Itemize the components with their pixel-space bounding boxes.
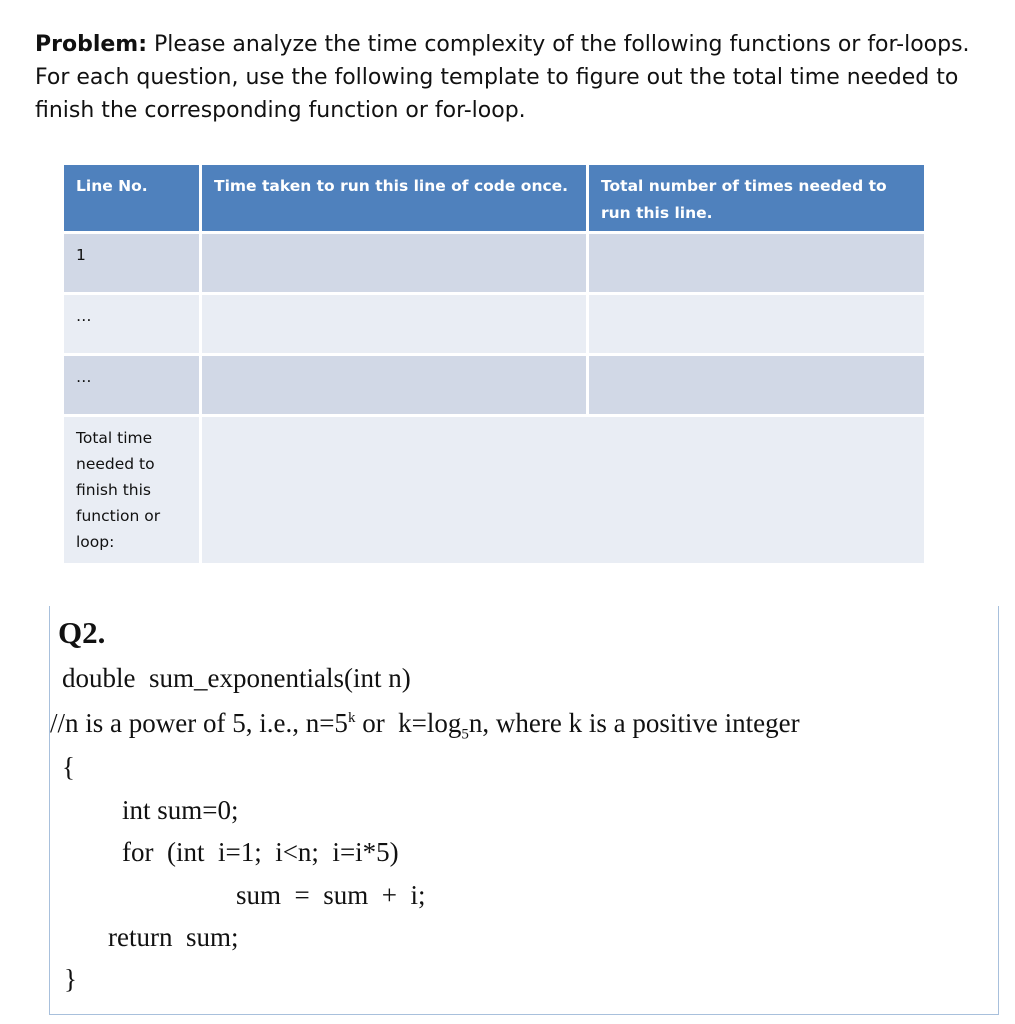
total-time-cell	[202, 417, 924, 563]
line-no-cell: …	[64, 356, 199, 414]
header-line-no: Line No.	[64, 165, 199, 231]
time-cell	[202, 234, 586, 292]
comment-exponent: k	[347, 710, 356, 726]
problem-text: Please analyze the time complexity of the following functions or for-loops. For each question, use the following template to figure out the total time needed to finish the corresponding function or for-loop.	[35, 32, 970, 123]
problem-label: Problem:	[35, 32, 148, 57]
time-cell	[202, 295, 586, 353]
time-cell	[202, 356, 586, 414]
total-time-row	[64, 417, 924, 563]
code-line-sum-update: sum = sum + i;	[236, 880, 426, 910]
code-line-sum-init: int sum=0;	[122, 795, 239, 825]
count-cell	[589, 234, 924, 292]
total-time-label: Total time needed to finish this function or loop:	[64, 417, 199, 563]
function-signature: double sum_exponentials(int n)	[62, 663, 411, 693]
table-row	[64, 356, 924, 414]
question-title: Q2.	[58, 615, 106, 650]
comment-part-a: //n is a power of 5, i.e., n=5	[50, 708, 348, 738]
close-brace: }	[64, 964, 77, 994]
code-line-return: return sum;	[108, 922, 239, 952]
line-no-cell: …	[64, 295, 199, 353]
line-no-cell: 1	[64, 234, 199, 292]
table-header-row	[64, 165, 924, 231]
code-comment	[50, 708, 800, 743]
count-cell	[589, 295, 924, 353]
comment-subscript: 5	[461, 726, 469, 743]
analysis-template-table	[61, 162, 927, 566]
count-cell	[589, 356, 924, 414]
header-time-taken: Time taken to run this line of code once.	[202, 165, 586, 231]
table-row	[64, 295, 924, 353]
comment-part-c: n, where k is a positive integer	[468, 708, 800, 738]
problem-statement	[35, 28, 985, 127]
open-brace: {	[62, 752, 75, 782]
table-row	[64, 234, 924, 292]
header-total-times: Total number of times needed to run this line.	[589, 165, 924, 231]
question-2-box	[49, 606, 999, 1015]
code-line-for-loop: for (int i=1; i<n; i=i*5)	[122, 837, 399, 867]
comment-part-b: or k=log	[355, 708, 462, 738]
